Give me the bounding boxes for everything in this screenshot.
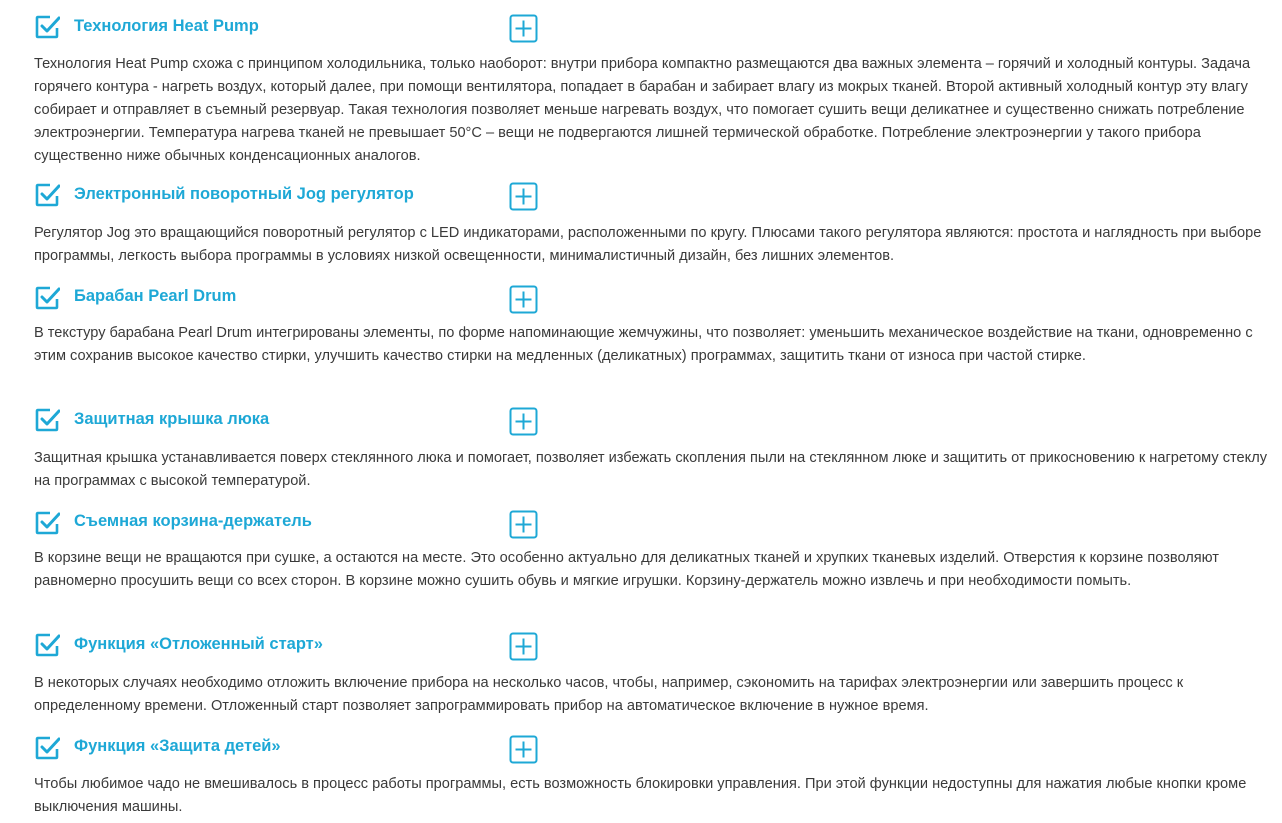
checkbox-checked-icon — [34, 510, 60, 536]
feature-title: Функция «Отложенный старт» — [74, 635, 323, 653]
feature-description: Регулятор Jog это вращающийся поворотный регулятор с LED индикаторами, расположенными по кругу. Плюсами такого регулятора являются: простота и наглядность при выборе программы, легкость выбора программы в условиях низкой освещенности, минималистичный дизайн, без лишних элементов. — [34, 225, 1262, 264]
feature-description: В некоторых случаях необходимо отложить включение прибора на несколько часов, чтобы, например, сэкономить на тарифах электроэнергии или завершить процесс к определенному времени. Отложенный старт позволяет запрограммировать прибор на автоматическое включение в нужное время. — [34, 675, 1184, 714]
feature-title: Электронный поворотный Jog регулятор — [74, 185, 414, 203]
checkbox-checked-icon — [34, 182, 60, 208]
expand-plus-icon[interactable] — [509, 632, 538, 661]
checkbox-checked-icon — [34, 285, 60, 311]
expand-plus-icon[interactable] — [509, 14, 538, 43]
feature-description: Защитная крышка устанавливается поверх стеклянного люка и помогает, позволяет избежать скопления пыли на стеклянном люке и защитить от прикосновению к нагретому стеклу на программах с высокой температурой. — [34, 450, 1268, 489]
expand-plus-icon[interactable] — [509, 407, 538, 436]
feature-title: Защитная крышка люка — [74, 410, 270, 428]
feature-title: Функция «Защита детей» — [74, 737, 281, 755]
feature-description: В текстуру барабана Pearl Drum интегрированы элементы, по форме напоминающие жемчужины, что позволяет: уменьшить механическое воздействие на ткани, одновременно с этим сохранив высокое качество стирки, улучшить качество стирки на медленных (деликатных) программах, защитить ткани от износа при частой стирке. — [34, 325, 1253, 364]
checkbox-checked-icon — [34, 14, 60, 40]
feature-description: Чтобы любимое чадо не вмешивалось в процесс работы программы, есть возможность блокировки управления. При этой функции недоступны для нажатия любые кнопки кроме выключения машины. — [34, 776, 1247, 815]
checkbox-checked-icon — [34, 407, 60, 433]
feature-description: Технология Heat Pump схожа с принципом холодильника, только наоборот: внутри прибора компактно размещаются два важных элемента – горячий и холодный контуры. Задача горячего контура - нагреть воздух, который далее, при помощи вентилятора, попадает в барабан и забирает влагу из мокрых тканей. Второй активный холодный контур эту влагу собирает и отправляет в съемный резервуар. Такая технология позволяет меньше нагревать воздух, что помогает сушить вещи деликатнее и существенно снижать потребление электроэнергии. Температура нагрева тканей не превышает 50°C – вещи не подвергаются лишней термической обработке. Потребление электроэнергии у такого прибора существенно ниже обычных конденсационных аналогов. — [34, 56, 1251, 164]
expand-plus-icon[interactable] — [509, 182, 538, 211]
expand-plus-icon[interactable] — [509, 285, 538, 314]
feature-description: В корзине вещи не вращаются при сушке, а остаются на месте. Это особенно актуально для деликатных тканей и хрупких тканевых изделий. Отверстия к корзине позволяют равномерно просушить вещи со всех сторон. В корзине можно сушить обувь и мягкие игрушки. Корзину-держатель можно извлечь и при необходимости помыть. — [34, 550, 1219, 589]
expand-plus-icon[interactable] — [509, 735, 538, 764]
checkbox-checked-icon — [34, 632, 60, 658]
checkbox-checked-icon — [34, 735, 60, 761]
feature-title: Технология Heat Pump — [74, 17, 259, 35]
feature-title: Барабан Pearl Drum — [74, 287, 237, 305]
feature-title: Съемная корзина-держатель — [74, 512, 312, 530]
expand-plus-icon[interactable] — [509, 510, 538, 539]
